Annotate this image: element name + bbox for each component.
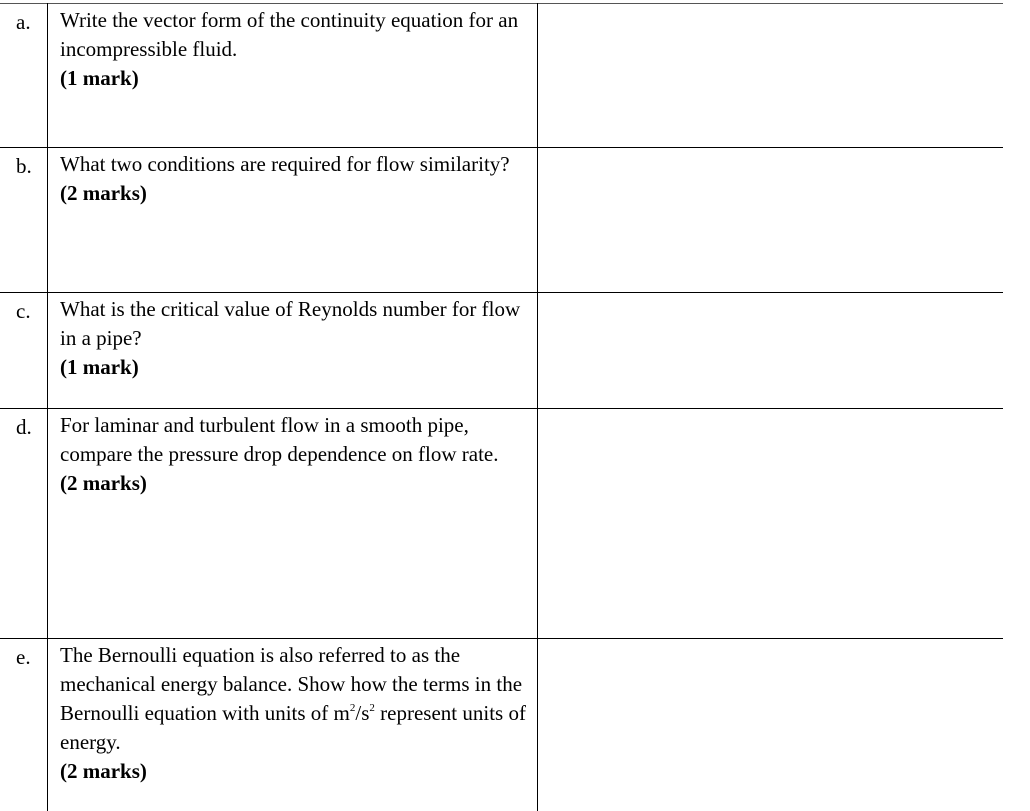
- question-text: For laminar and turbulent flow in a smooth pipe, compare the pressure drop dependence on flow rate.: [60, 413, 499, 466]
- question-text-part: The Bernoulli equation is also referred to as the mechanical energy balance. Show how the terms in the Bernoulli equation with units of m: [60, 643, 523, 725]
- question-table: [0, 3, 1003, 811]
- question-row-a: [0, 4, 1003, 148]
- answer-cell-d[interactable]: [538, 409, 1004, 639]
- question-row-b: [0, 148, 1003, 293]
- question-text-part: represent units of energy.: [60, 701, 526, 754]
- question-text-cell: [48, 639, 538, 811]
- question-text: What two conditions are required for flow similarity?: [60, 152, 510, 176]
- question-text: Write the vector form of the continuity equation for an incompressible fluid.: [60, 8, 519, 61]
- question-letter: c.: [16, 299, 31, 323]
- answer-cell-a[interactable]: [538, 4, 1004, 148]
- question-text-cell: [48, 409, 538, 639]
- question-letter-cell: [0, 4, 48, 148]
- answer-cell-e[interactable]: [538, 639, 1004, 811]
- question-letter-cell: [0, 639, 48, 811]
- question-letter-cell: [0, 293, 48, 409]
- question-marks: (2 marks): [60, 759, 147, 783]
- question-marks: (1 mark): [60, 66, 139, 90]
- question-text: [60, 641, 531, 757]
- question-row-e: [0, 639, 1003, 811]
- question-marks: (1 mark): [60, 355, 139, 379]
- superscript-exponent: 2: [369, 702, 375, 714]
- question-row-d: [0, 409, 1003, 639]
- superscript-exponent: 2: [349, 702, 356, 714]
- question-text-cell: [48, 4, 538, 148]
- question-text: What is the critical value of Reynolds number for flow in a pipe?: [60, 297, 521, 350]
- question-letter: a.: [16, 10, 31, 34]
- question-text-cell: [48, 148, 538, 293]
- question-marks: (2 marks): [60, 181, 147, 205]
- question-letter: d.: [16, 415, 32, 439]
- question-letter-cell: [0, 409, 48, 639]
- question-row-c: [0, 293, 1003, 409]
- question-text-part: /s: [355, 701, 370, 725]
- question-letter: e.: [16, 645, 31, 669]
- answer-cell-c[interactable]: [538, 293, 1004, 409]
- question-letter: b.: [16, 154, 32, 178]
- answer-cell-b[interactable]: [538, 148, 1004, 293]
- question-text-cell: [48, 293, 538, 409]
- question-marks: (2 marks): [60, 471, 147, 495]
- question-letter-cell: [0, 148, 48, 293]
